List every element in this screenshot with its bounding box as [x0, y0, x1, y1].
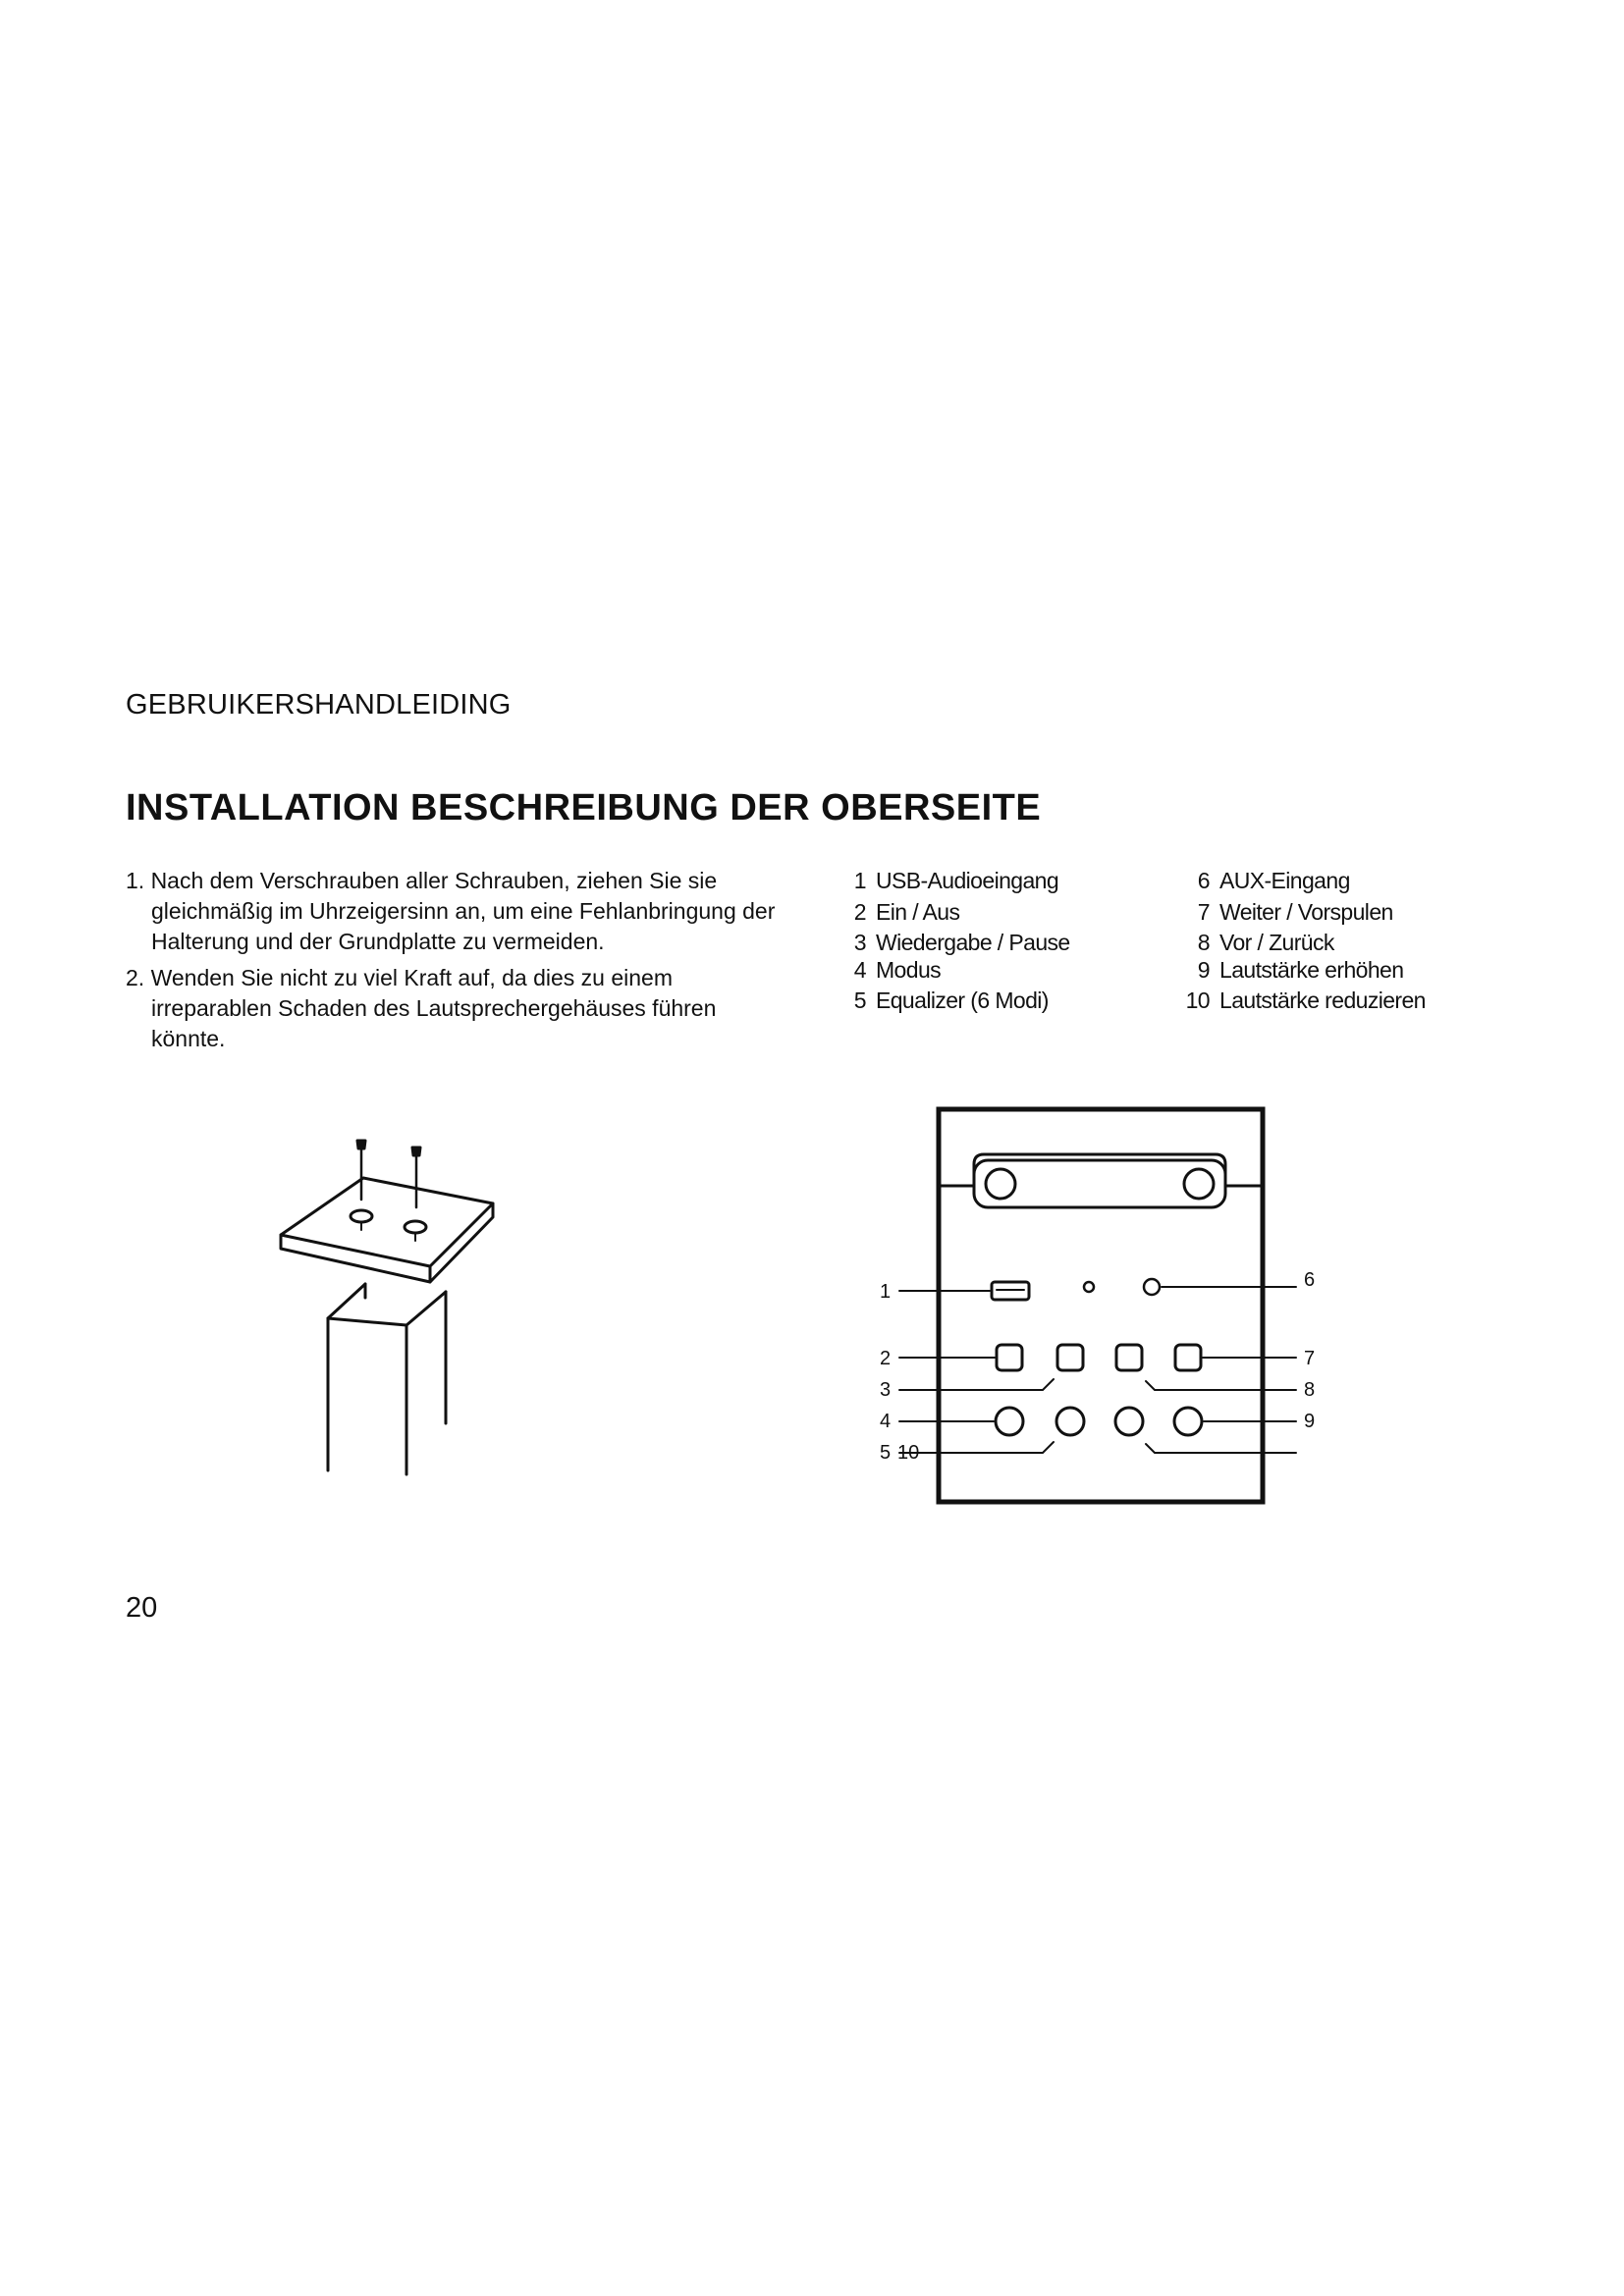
mode-button[interactable] — [996, 1408, 1023, 1435]
aux-jack-icon — [1144, 1279, 1160, 1295]
legend-item — [842, 955, 1070, 987]
legend-number: 6 — [1197, 868, 1210, 893]
base-plate — [281, 1178, 493, 1266]
power-button[interactable] — [997, 1345, 1022, 1370]
callout-10: 10 — [897, 1442, 920, 1464]
legend-left — [842, 866, 1070, 1017]
legend-item — [1176, 897, 1426, 929]
page-number: 20 — [126, 1592, 158, 1624]
top-panel-diagram — [864, 1097, 1316, 1520]
legend-label: Wiedergabe / Pause — [876, 930, 1070, 955]
callout-8: 8 — [1304, 1379, 1316, 1401]
legend-item — [1176, 955, 1426, 987]
legend-number: 3 — [853, 930, 866, 955]
callout-9: 9 — [1304, 1411, 1316, 1432]
legend-number: 1 — [853, 868, 866, 893]
section-title: INSTALLATION BESCHREIBUNG DER OBERSEITE — [126, 787, 1042, 828]
legend-label: Weiter / Vorspulen — [1219, 898, 1393, 925]
callout-2: 2 — [880, 1348, 892, 1369]
legend-number: 7 — [1197, 898, 1210, 925]
legend-label: AUX-Eingang — [1219, 868, 1350, 893]
callout-4: 4 — [880, 1411, 892, 1432]
callout-1: 1 — [880, 1281, 892, 1303]
carry-handle — [939, 1154, 1263, 1207]
legend-label: Lautstärke reduzieren — [1219, 988, 1426, 1013]
instruction-step-2: 2. Wenden Sie nicht zu viel Kraft auf, da dies zu einem irreparablen Schaden des Lautsprechergehäuses führen könnte. — [126, 965, 717, 1051]
callout-5: 5 — [880, 1442, 892, 1464]
next-button[interactable] — [1175, 1345, 1201, 1370]
legend-item — [1176, 986, 1426, 1017]
legend-right — [1176, 866, 1426, 1017]
play-pause-button[interactable] — [1057, 1345, 1083, 1370]
callout-3: 3 — [880, 1379, 892, 1401]
volume-up-button[interactable] — [1174, 1408, 1202, 1435]
volume-down-button[interactable] — [1115, 1408, 1143, 1435]
leader-lines — [899, 1287, 1296, 1453]
legend-item — [842, 866, 1070, 897]
legend-item — [842, 986, 1070, 1017]
previous-button[interactable] — [1116, 1345, 1142, 1370]
speaker-post — [328, 1284, 446, 1474]
instruction-step-1: 1. Nach dem Verschrauben aller Schrauben, ziehen Sie sie gleichmäßig im Uhrzeigersinn an, um eine Fehlanbringung der Halterung und der Grundplatte zu vermeiden. — [126, 868, 776, 954]
screw-icon — [412, 1148, 420, 1207]
legend-number: 4 — [853, 956, 866, 983]
legend-number: 5 — [853, 988, 866, 1013]
legend-item — [842, 897, 1070, 929]
legend-number: 8 — [1197, 930, 1210, 955]
instruction-list — [126, 866, 793, 1060]
device-top-frame — [939, 1109, 1263, 1502]
callout-7: 7 — [1304, 1348, 1316, 1369]
legend-label: Modus — [876, 956, 942, 983]
mounting-hole — [351, 1210, 372, 1222]
legend-label: USB-Audioeingang — [876, 868, 1059, 893]
equalizer-button[interactable] — [1056, 1408, 1084, 1435]
legend-number: 10 — [1185, 988, 1210, 1013]
legend-number: 9 — [1197, 956, 1210, 983]
mounting-hole — [405, 1221, 426, 1233]
screw-icon — [357, 1141, 365, 1200]
document-header: GEBRUIKERSHANDLEIDING — [126, 689, 512, 721]
stand-mounting-illustration — [271, 1129, 526, 1482]
legend-label: Lautstärke erhöhen — [1219, 956, 1404, 983]
indicator-led-icon — [1084, 1282, 1094, 1292]
legend-item — [1176, 866, 1426, 897]
callout-6: 6 — [1304, 1269, 1316, 1291]
legend-label: Vor / Zurück — [1219, 930, 1334, 955]
legend-label: Ein / Aus — [876, 898, 960, 925]
legend-label: Equalizer (6 Modi) — [876, 988, 1049, 1013]
legend-number: 2 — [853, 898, 866, 925]
